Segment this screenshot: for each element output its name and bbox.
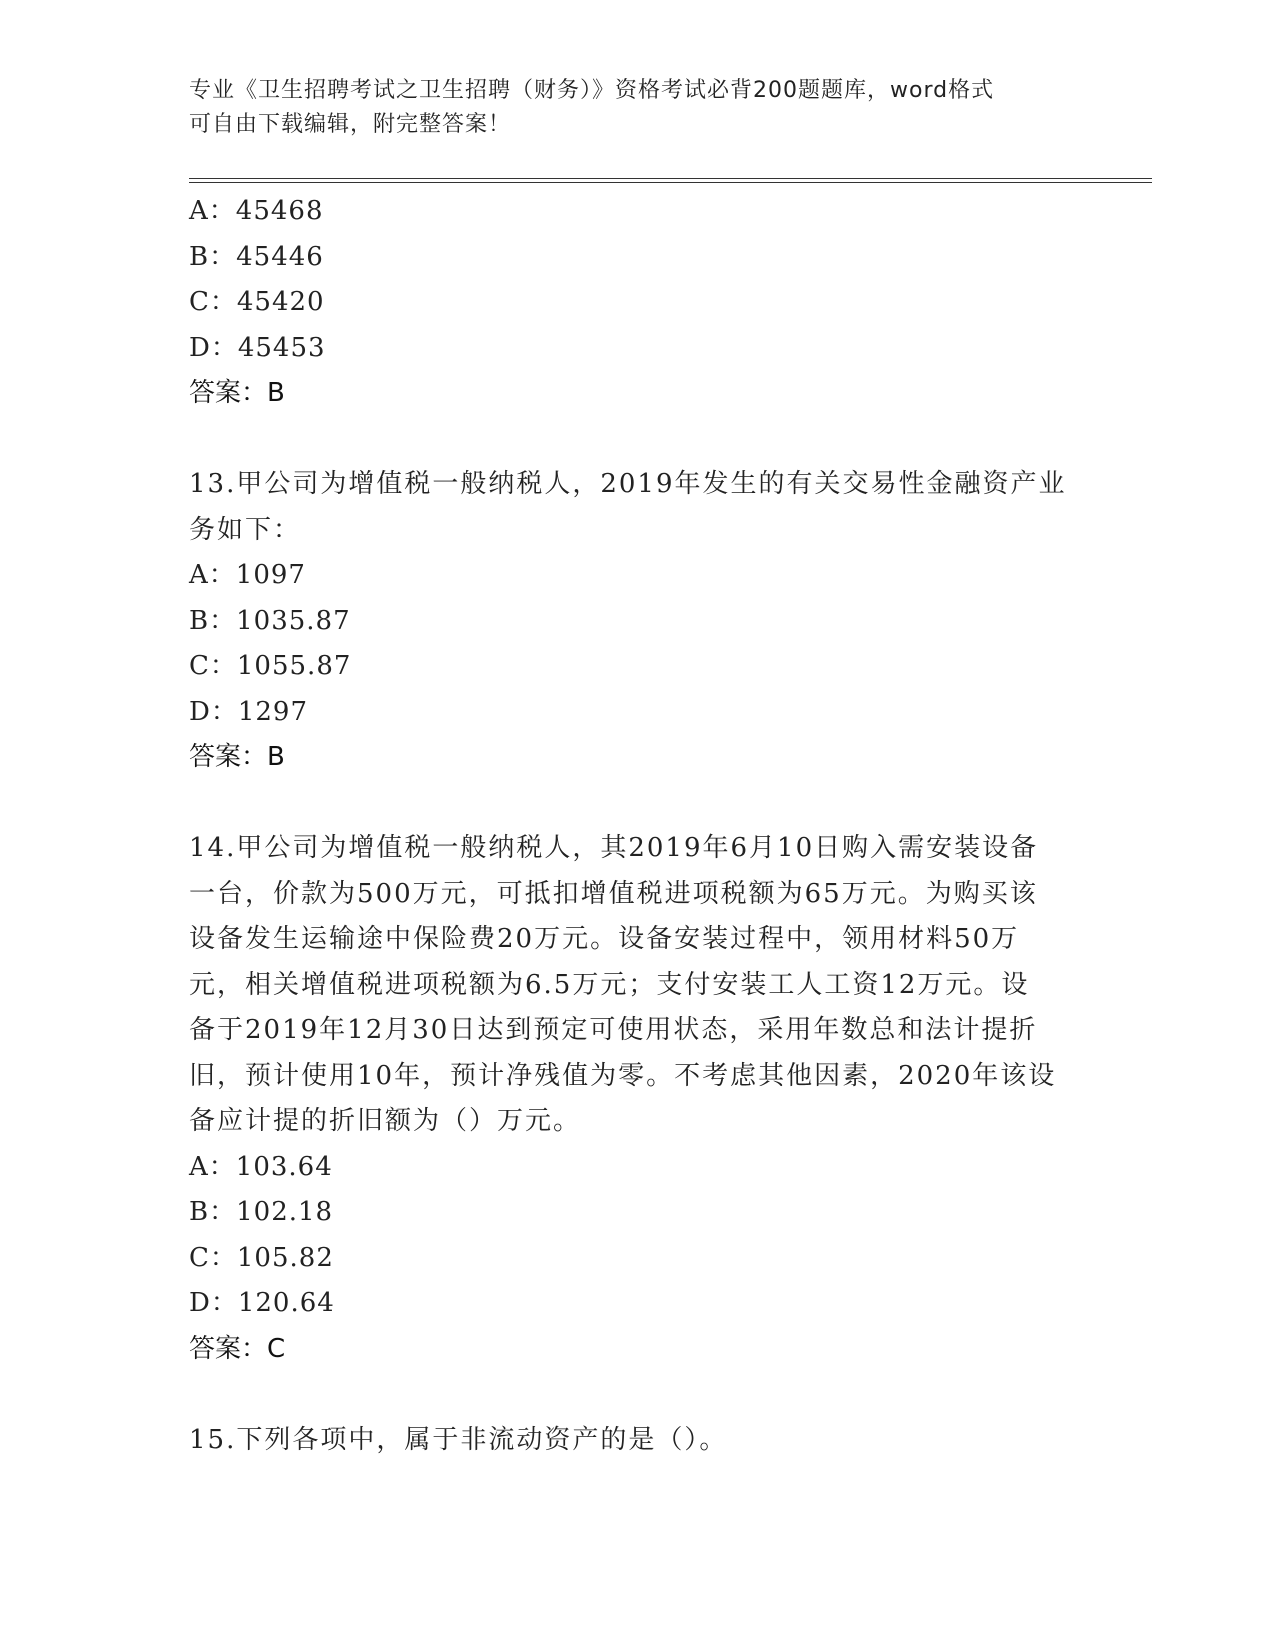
- q12-option-b: B：45446: [189, 241, 324, 272]
- q12-option-c: C：45420: [189, 287, 325, 317]
- q12-option-d: D：45453: [189, 332, 326, 363]
- header-divider-top: [189, 178, 1152, 179]
- q14-answer: 答案：C: [189, 1333, 286, 1364]
- q13-answer: 答案：B: [189, 742, 285, 772]
- q14-option-c: C：105.82: [189, 1242, 334, 1273]
- q14-stem-line: 设备发生运输途中保险费20万元。设备安装过程中，领用材料50万: [189, 924, 1020, 954]
- q14-stem-line: 元，相关增值税进项税额为6.5万元；支付安装工人工资12万元。设: [189, 969, 1030, 1000]
- header-divider-bottom: [189, 182, 1152, 183]
- spacer: [189, 781, 1089, 827]
- q14-option-d: D：120.64: [189, 1288, 335, 1318]
- question-12-block: [189, 189, 1089, 417]
- q14-stem-line: 14.甲公司为增值税一般纳税人，其2019年6月10日购入需安装设备: [189, 833, 1039, 863]
- q15-stem-line: 15.下列各项中，属于非流动资产的是（）。: [189, 1424, 728, 1455]
- q13-option-d: D：1297: [189, 696, 309, 727]
- q14-stem-line: 备于2019年12月30日达到预定可使用状态，采用年数总和法计提折: [189, 1015, 1038, 1045]
- q13-option-a: A：1097: [189, 560, 306, 590]
- q12-option-a: A：45468: [189, 196, 324, 226]
- question-13-block: [189, 462, 1089, 781]
- spacer: [189, 1372, 1089, 1418]
- question-15-block: [189, 1418, 1089, 1464]
- q14-stem-line: 备应计提的折旧额为（）万元。: [189, 1106, 582, 1136]
- header-title-line-2: 可自由下载编辑，附完整答案！: [189, 112, 512, 137]
- q13-option-b: B：1035.87: [189, 605, 351, 636]
- q14-stem-line: 一台，价款为500万元，可抵扣增值税进项税额为65万元。为购买该: [189, 878, 1038, 909]
- q14-option-b: B：102.18: [189, 1197, 334, 1227]
- document-body: [189, 189, 1089, 1463]
- q13-stem-line: 13.甲公司为增值税一般纳税人，2019年发生的有关交易性金融资产业: [189, 469, 1067, 499]
- q12-answer: 答案：B: [189, 378, 285, 408]
- question-14-block: [189, 826, 1089, 1372]
- q14-option-a: A：103.64: [189, 1151, 333, 1182]
- q13-option-c: C：1055.87: [189, 651, 352, 681]
- q14-stem-line: 旧，预计使用10年，预计净残值为零。不考虑其他因素，2020年该设: [189, 1060, 1057, 1091]
- spacer: [189, 417, 1089, 463]
- q13-stem-line: 务如下：: [189, 514, 302, 545]
- header-title-line-1: 专业《卫生招聘考试之卫生招聘（财务）》资格考试必背200题题库，word格式: [189, 78, 995, 103]
- document-header: [189, 74, 1089, 142]
